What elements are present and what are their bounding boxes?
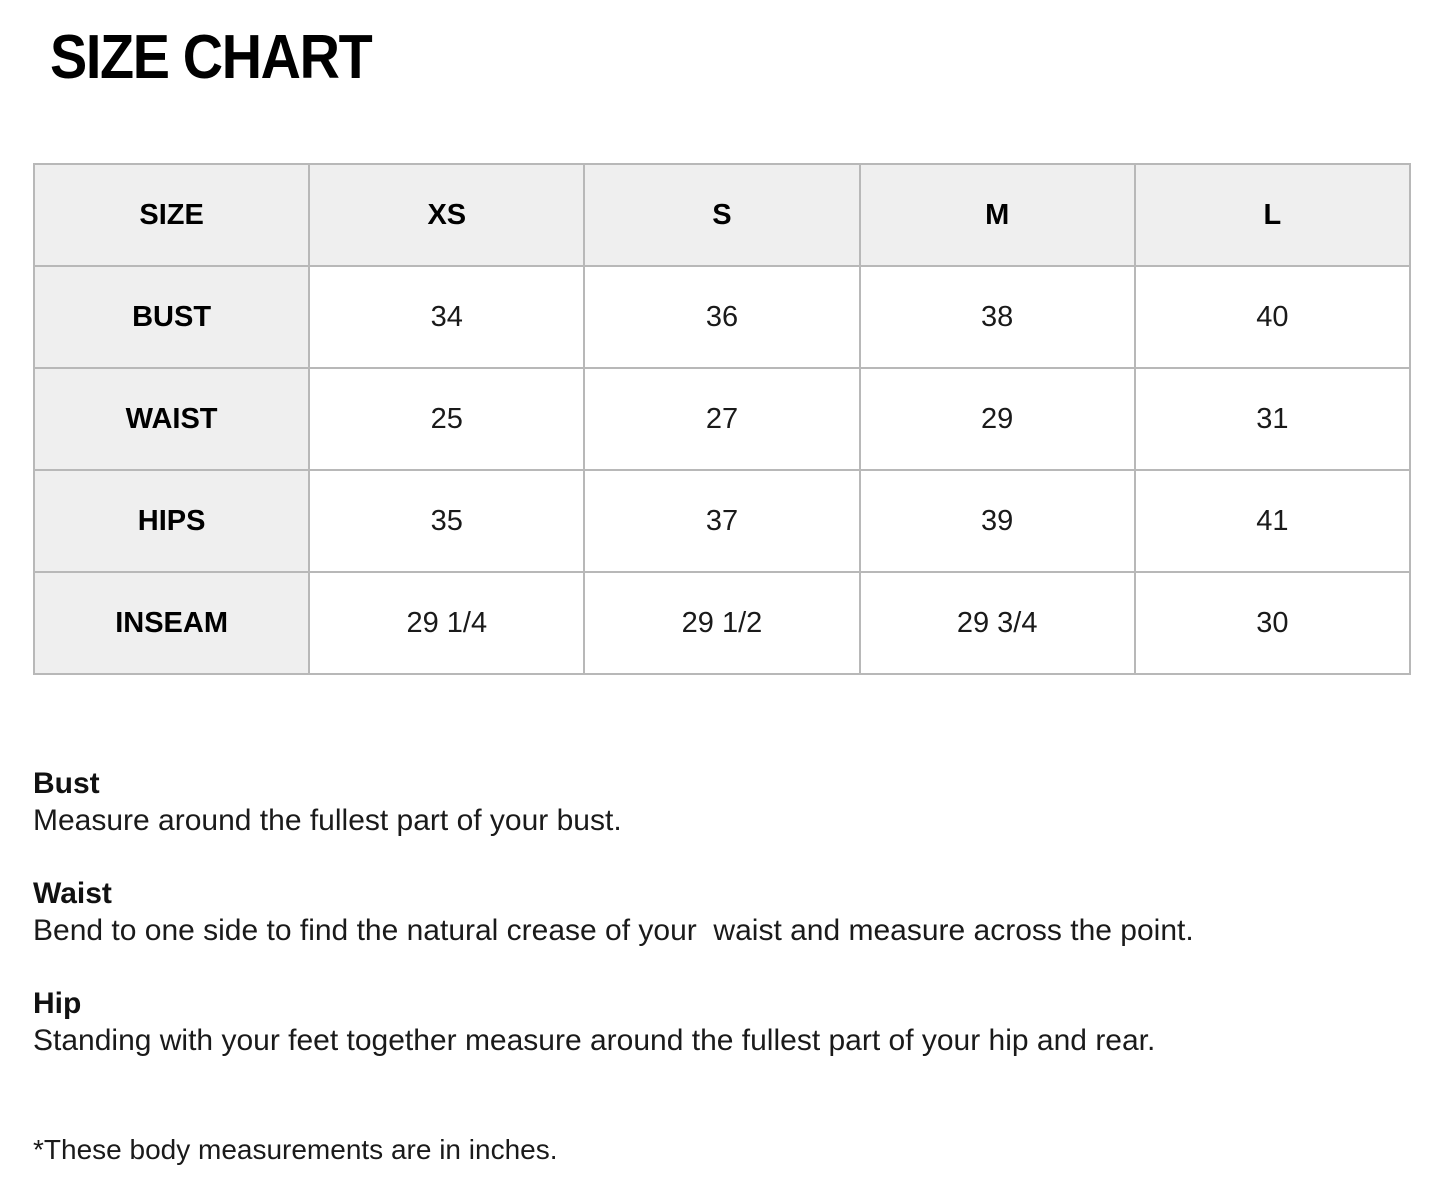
header-cell-size: SIZE [34,164,309,266]
size-chart-table [33,163,1411,675]
table-cell: 29 [860,368,1135,470]
table-cell: 29 3/4 [860,572,1135,674]
table-cell: 31 [1135,368,1410,470]
header-cell-s: S [584,164,859,266]
row-label-waist: WAIST [34,368,309,470]
note-heading: Waist [33,877,112,910]
table-cell: 36 [584,266,859,368]
table-row-waist [34,368,1410,470]
header-cell-m: M [860,164,1135,266]
note-text: Bend to one side to find the natural crease of your waist and measure across the point. [33,914,1194,947]
row-label-inseam: INSEAM [34,572,309,674]
table-cell: 41 [1135,470,1410,572]
table-header-row [34,164,1410,266]
note-heading: Hip [33,987,82,1020]
table-row-hips [34,470,1410,572]
note-text: Standing with your feet together measure around the fullest part of your hip and rear. [33,1024,1156,1057]
header-cell-xs: XS [309,164,584,266]
header-cell-l: L [1135,164,1410,266]
table-cell: 34 [309,266,584,368]
row-label-hips: HIPS [34,470,309,572]
note-waist [33,876,1413,950]
page-title: SIZE CHART [50,23,372,92]
table-cell: 39 [860,470,1135,572]
table-cell: 38 [860,266,1135,368]
note-heading: Bust [33,767,100,800]
note-hip [33,986,1413,1060]
row-label-bust: BUST [34,266,309,368]
table-cell: 35 [309,470,584,572]
table-cell: 29 1/2 [584,572,859,674]
table-row-bust [34,266,1410,368]
measurement-notes [33,766,1413,1096]
table-cell: 30 [1135,572,1410,674]
note-text: Measure around the fullest part of your bust. [33,804,622,837]
table-cell: 40 [1135,266,1410,368]
table-cell: 37 [584,470,859,572]
table-cell: 27 [584,368,859,470]
table-cell: 25 [309,368,584,470]
note-bust [33,766,1413,840]
table-cell: 29 1/4 [309,572,584,674]
units-footnote: *These body measurements are in inches. [33,1134,558,1165]
table-row-inseam [34,572,1410,674]
